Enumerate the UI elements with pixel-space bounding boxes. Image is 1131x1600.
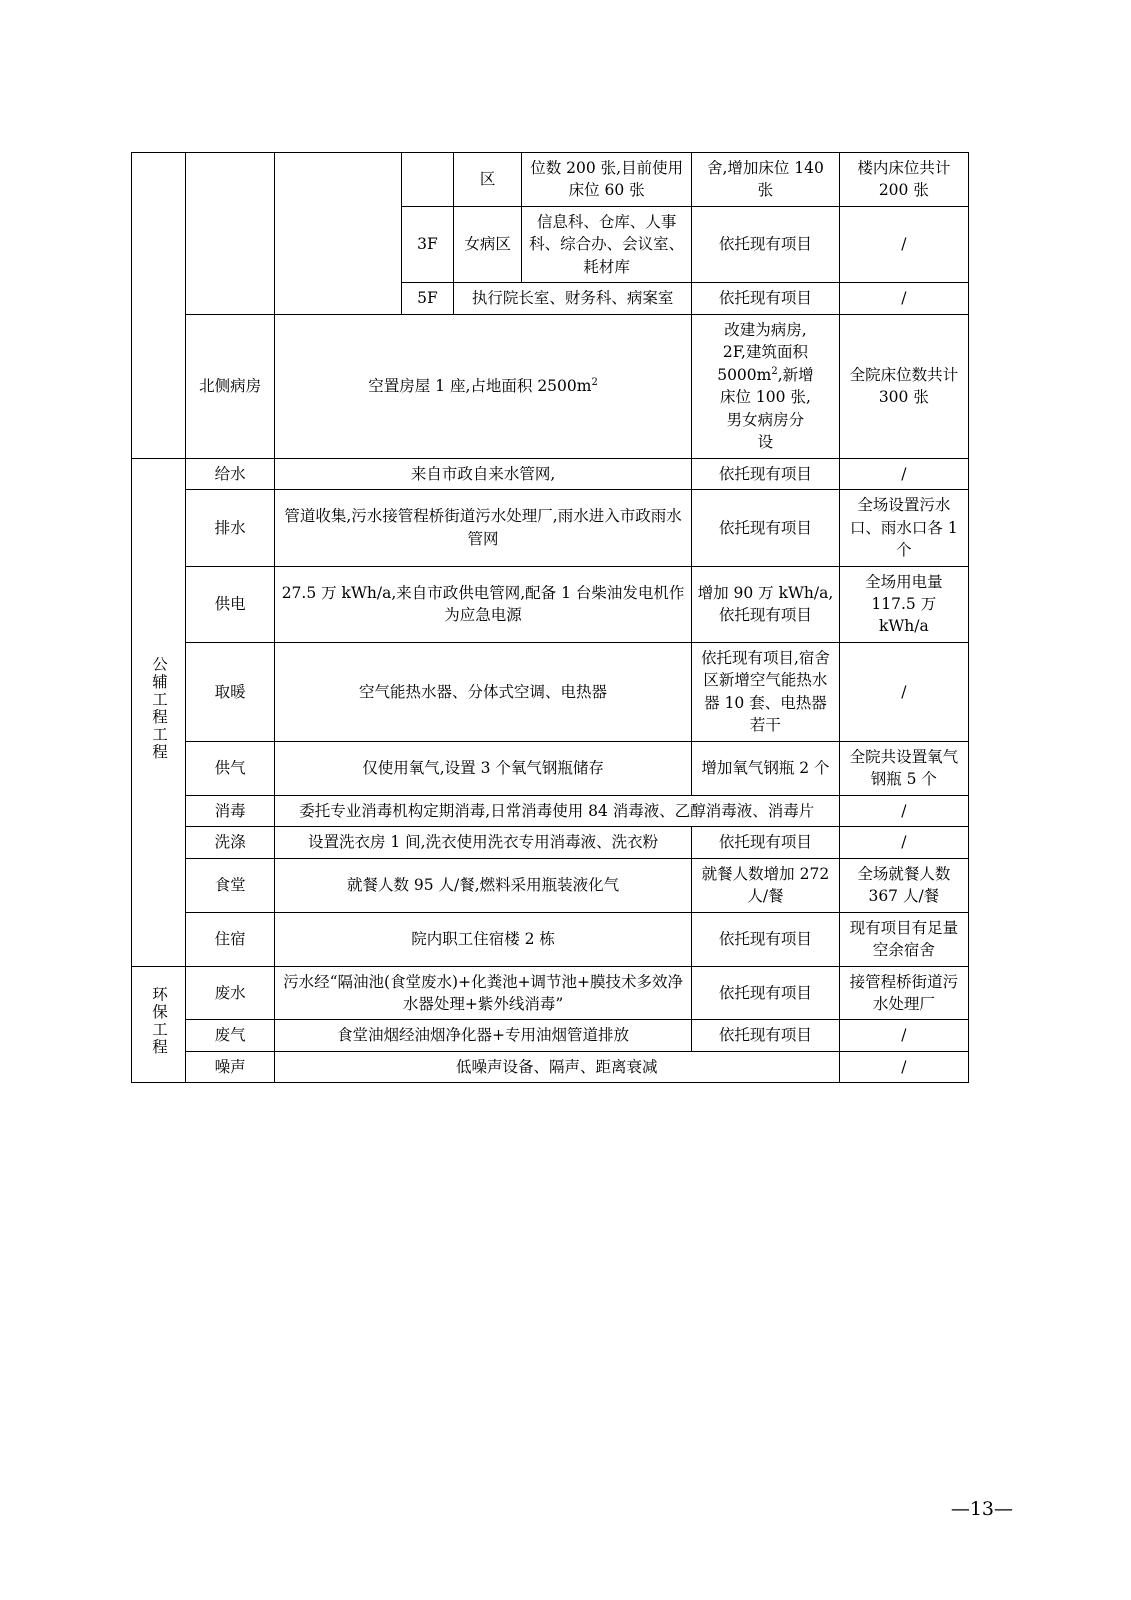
table-row <box>132 1051 969 1082</box>
group-environment-label: 环保工程 <box>150 986 169 1057</box>
cell-floor: 3F <box>401 206 453 282</box>
cell-item-total: / <box>839 1020 968 1051</box>
cell-building-desc <box>274 153 401 315</box>
cell-item-total: 接管程桥街道污水处理厂 <box>839 966 968 1020</box>
cell-item-change: 依托现有项目 <box>692 827 839 858</box>
cell-item-name: 供气 <box>186 741 274 795</box>
cell-item-change: 依托现有项目,宿舍区新增空气能热水器 10 套、电热器若干 <box>692 642 839 741</box>
cell-item-name: 废气 <box>186 1020 274 1051</box>
cell-item-total: 全场用电量 117.5 万 kWh/a <box>839 566 968 642</box>
table-row <box>132 795 969 826</box>
cell-change: 依托现有项目 <box>692 206 839 282</box>
change-line-5: 男女病房分 <box>726 410 805 429</box>
table-row <box>132 912 969 966</box>
table-row <box>132 858 969 912</box>
table-row <box>132 458 969 489</box>
cell-item-change: 依托现有项目 <box>692 966 839 1020</box>
north-ward-detail-sup: 2 <box>591 376 598 388</box>
cell-item-name: 取暖 <box>186 642 274 741</box>
page-number: —13— <box>950 1498 1013 1520</box>
cell-item-detail: 仅使用氧气,设置 3 个氧气钢瓶储存 <box>274 741 691 795</box>
cell-item-detail: 委托专业消毒机构定期消毒,日常消毒使用 84 消毒液、乙醇消毒液、消毒片 <box>274 795 839 826</box>
cell-item-change: 依托现有项目 <box>692 912 839 966</box>
cell-item-total: 全院共设置氧气钢瓶 5 个 <box>839 741 968 795</box>
cell-total: / <box>839 206 968 282</box>
cell-item-change: 增加氧气钢瓶 2 个 <box>692 741 839 795</box>
cell-item-detail: 空气能热水器、分体式空调、电热器 <box>274 642 691 741</box>
change-line-3-sup: 2 <box>771 365 778 377</box>
cell-item-total: / <box>839 1051 968 1082</box>
cell-item-total: 现有项目有足量空余宿舍 <box>839 912 968 966</box>
cell-item-total: / <box>839 795 968 826</box>
table-row <box>132 827 969 858</box>
table-row-north-ward <box>132 314 969 458</box>
cell-item-detail: 管道收集,污水接管程桥街道污水处理厂,雨水进入市政雨水管网 <box>274 490 691 566</box>
cell-item-detail: 低噪声设备、隔声、距离衰减 <box>274 1051 839 1082</box>
cell-item-name: 洗涤 <box>186 827 274 858</box>
cell-item-detail: 设置洗衣房 1 间,洗衣使用洗衣专用消毒液、洗衣粉 <box>274 827 691 858</box>
cell-item-change: 依托现有项目 <box>692 458 839 489</box>
group-utility-label: 公辅工程工程 <box>150 656 169 762</box>
cell-item-name: 食堂 <box>186 858 274 912</box>
cell-detail: 信息科、仓库、人事科、综合办、会议室、耗材库 <box>522 206 692 282</box>
cell-item-name: 给水 <box>186 458 274 489</box>
cell-item-total: / <box>839 642 968 741</box>
cell-floor: 5F <box>401 283 453 314</box>
cell-north-ward-change <box>692 314 839 458</box>
table-row <box>132 490 969 566</box>
cell-group-utility <box>132 458 186 966</box>
cell-item-change: 增加 90 万 kWh/a,依托现有项目 <box>692 566 839 642</box>
project-summary-table <box>131 152 969 1083</box>
cell-zone: 女病区 <box>454 206 522 282</box>
cell-item-change: 依托现有项目 <box>692 490 839 566</box>
table-row <box>132 153 969 207</box>
cell-outer-category <box>132 153 186 459</box>
change-line-4: 床位 100 张, <box>720 388 811 407</box>
cell-item-change: 就餐人数增加 272 人/餐 <box>692 858 839 912</box>
cell-item-detail: 来自市政自来水管网, <box>274 458 691 489</box>
cell-item-total: 全场设置污水口、雨水口各 1 个 <box>839 490 968 566</box>
cell-floor <box>401 153 453 207</box>
change-line-3-end: ,新增 <box>777 365 814 384</box>
cell-group-environment <box>132 966 186 1083</box>
cell-item-detail: 食堂油烟经油烟净化器+专用油烟管道排放 <box>274 1020 691 1051</box>
cell-item-name: 排水 <box>186 490 274 566</box>
north-ward-detail-text: 空置房屋 1 座,占地面积 2500m <box>368 376 592 395</box>
table-row <box>132 741 969 795</box>
cell-item-name: 噪声 <box>186 1051 274 1082</box>
cell-item-change: 依托现有项目 <box>692 1020 839 1051</box>
change-line-3: 5000m <box>717 365 772 384</box>
cell-north-ward-total: 全院床位数共计 300 张 <box>839 314 968 458</box>
cell-item-detail: 污水经“隔油池(食堂废水)+化粪池+调节池+膜技术多效净水器处理+紫外线消毒” <box>274 966 691 1020</box>
cell-total: / <box>839 283 968 314</box>
cell-north-ward-detail <box>274 314 691 458</box>
cell-detail: 位数 200 张,目前使用床位 60 张 <box>522 153 692 207</box>
cell-item-detail: 27.5 万 kWh/a,来自市政供电管网,配备 1 台柴油发电机作为应急电源 <box>274 566 691 642</box>
change-line-1: 改建为病房, <box>724 320 807 339</box>
cell-change: 依托现有项目 <box>692 283 839 314</box>
cell-item-detail: 就餐人数 95 人/餐,燃料采用瓶装液化气 <box>274 858 691 912</box>
table-row <box>132 966 969 1020</box>
cell-north-ward-label <box>186 314 274 458</box>
cell-building-name <box>186 153 274 315</box>
change-line-6: 设 <box>757 433 774 452</box>
cell-change: 舍,增加床位 140 张 <box>692 153 839 207</box>
cell-item-total: / <box>839 827 968 858</box>
cell-item-total: 全场就餐人数 367 人/餐 <box>839 858 968 912</box>
change-line-2: 2F,建筑面积 <box>722 343 808 362</box>
cell-zone: 区 <box>454 153 522 207</box>
cell-item-detail: 院内职工住宿楼 2 栋 <box>274 912 691 966</box>
cell-item-name: 住宿 <box>186 912 274 966</box>
cell-item-total: / <box>839 458 968 489</box>
table-row <box>132 642 969 741</box>
cell-total: 楼内床位共计 200 张 <box>839 153 968 207</box>
cell-item-name: 消毒 <box>186 795 274 826</box>
cell-detail: 执行院长室、财务科、病案室 <box>454 283 692 314</box>
cell-item-name: 供电 <box>186 566 274 642</box>
cell-item-name: 废水 <box>186 966 274 1020</box>
table-row <box>132 1020 969 1051</box>
north-ward-label-text: 北侧病房 <box>199 376 262 395</box>
table-row <box>132 566 969 642</box>
